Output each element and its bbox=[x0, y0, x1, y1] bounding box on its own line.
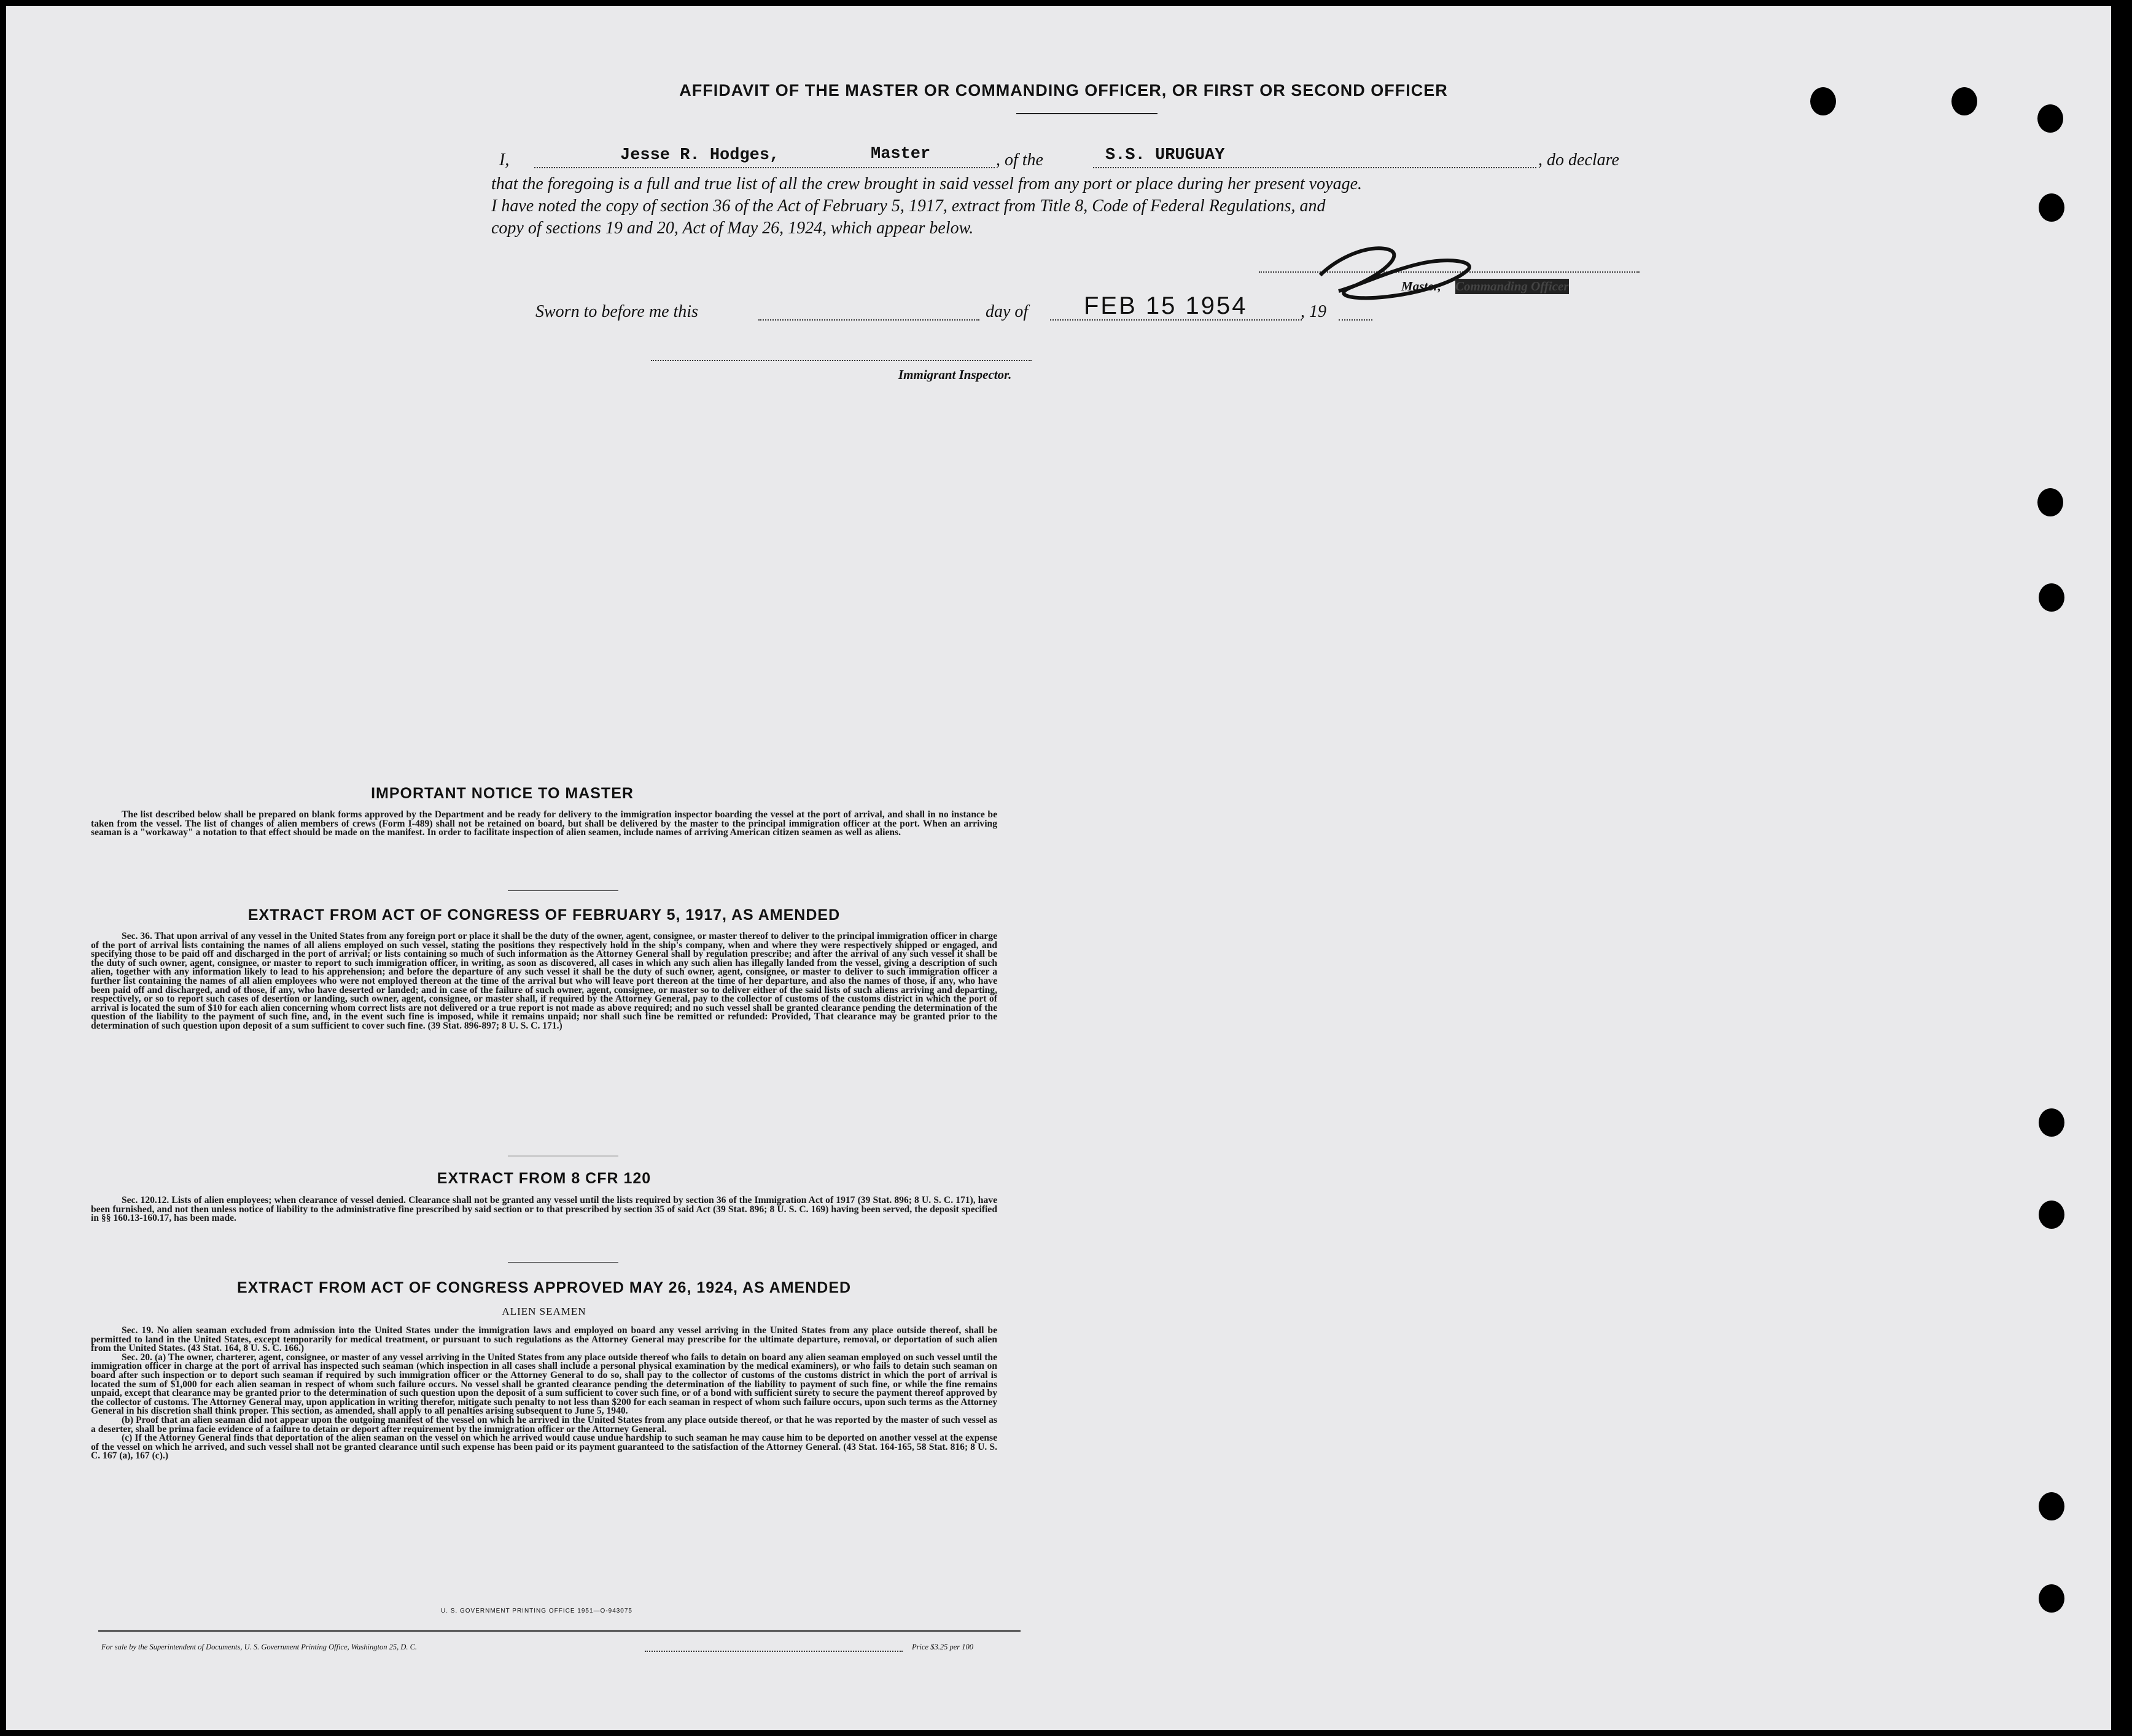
extract-1924-title: EXTRACT FROM ACT OF CONGRESS APPROVED MAY 26, 1924, AS AMENDED bbox=[236, 1279, 852, 1296]
inspector-label: Immigrant Inspector. bbox=[898, 367, 1012, 382]
extract-1917-title: EXTRACT FROM ACT OF CONGRESS OF FEBRUARY 5, 1917, AS AMENDED bbox=[247, 906, 841, 924]
of-the-label: , of the bbox=[996, 150, 1043, 169]
signature-title: Master, bbox=[1401, 279, 1441, 294]
punch-hole bbox=[1951, 87, 1977, 115]
section-19-paragraph: Sec. 19. No alien seaman excluded from admission into the United States under the immigration laws and employed on board any vessel arriving in the United States from any place outside thereof, shall be permitted to land in the United States, except temporarily for medical treatment, or pursuant to such regulations as the Attorney General may prescribe for the ultimate departure, removal, or deportation of such alien from the United States. (43 Stat. 164, 8 U. S. C. 166.) bbox=[91, 1325, 997, 1354]
do-declare-label: , do declare bbox=[1538, 150, 1619, 169]
affidavit-title: AFFIDAVIT OF THE MASTER OR COMMANDING OFFICER, OR FIRST OR SECOND OFFICER bbox=[679, 81, 1448, 99]
declaration-line-4: copy of sections 19 and 20, Act of May 26, 1924, which appear below. bbox=[491, 219, 974, 238]
declaration-i: I, bbox=[499, 150, 510, 169]
sworn-day-blank bbox=[758, 319, 979, 321]
date-stamp: FEB 15 1954 bbox=[1084, 292, 1248, 319]
name-blank bbox=[534, 167, 995, 168]
declaration-line-2: that the foregoing is a full and true list of all the crew brought in said vessel from any port or place during her present voyage. bbox=[491, 174, 1363, 193]
vessel-name: S.S. URUGUAY bbox=[1105, 146, 1225, 165]
master-rank: Master bbox=[871, 145, 931, 163]
footer-sale-note: For sale by the Superintendent of Documents, U. S. Government Printing Office, Washington 25, D. C. bbox=[101, 1643, 418, 1651]
notice-text bbox=[91, 811, 997, 838]
year-blank bbox=[1339, 319, 1372, 321]
struck-title: Commanding Officer bbox=[1455, 279, 1569, 294]
section-36-paragraph: Sec. 36. That upon arrival of any vessel in the United States from any foreign port or place it shall be the duty of the owner, agent, consignee, or master thereof to deliver to the principal immigration officer in charge of the port of arrival lists containing the names of all aliens employed on such vessel, stating the positions they respectively hold in the ship's company, when and where they were respectively shipped or engaged, and specifying those to be paid off and discharged in the port of arrival; or lists containing so much of such information as the Attorney General shall by regulation prescribe; and after the arrival of any such vessel it shall be the duty of such owner, agent, consignee, or master to report to such immigration officer, in writing, as soon as discovered, all cases in which any such alien has illegally landed from the vessel, giving a description of such alien, together with any information likely to lead to his apprehension; and before the departure of any such vessel it shall be the duty of such owner, agent, consignee, or master to deliver to such immigration officer a further list containing the names of all alien employees who were not employed thereon at the time of the arrival but who will leave port thereon at the time of her departure, and also the names of those, if any, who have been paid off and discharged, and of those, if any, who have deserted or landed; and in case of the failure of such owner, agent, consignee, or master so to deliver either of the said lists of such aliens arriving and departing, respectively, or so to report such cases of desertion or landing, such owner, agent, consignee, or master shall, if required by the Attorney General, pay to the collector of customs of the customs district in which the port of arrival is located the sum of $10 for each alien concerning whom correct lists are not delivered or a true report is not made as above required; and no such vessel shall be granted clearance pending the determination of the question of the liability to the payment of such fine, and, in the event such fine is imposed, while it remains unpaid; nor shall such fine be remitted or refunded: Provided, That clearance may be granted prior to the determination of such question upon deposit of a sum sufficient to cover such fine. (39 Stat. 896-897; 8 U. S. C. 171.) bbox=[91, 931, 997, 1031]
footer-price: Price $3.25 per 100 bbox=[912, 1643, 973, 1651]
section-20b-paragraph: (b) Proof that an alien seaman did not appear upon the outgoing manifest of the vessel on which he arrived in the United States from any place outside thereof, or that he was reported by the master of such vessel as a deserter, shall be prima facie evidence of a failure to detain or deport after requirement by the immigration officer or the Attorney General. bbox=[91, 1414, 997, 1434]
punch-hole bbox=[2037, 104, 2063, 133]
punch-hole bbox=[2039, 583, 2064, 612]
punch-hole bbox=[2037, 488, 2063, 516]
printer-imprint: U. S. GOVERNMENT PRINTING OFFICE 1951—O-943075 bbox=[441, 1608, 632, 1614]
year-prefix: , 19 bbox=[1301, 302, 1326, 321]
inspector-line bbox=[651, 360, 1032, 361]
affidavit-page bbox=[6, 6, 2111, 1730]
signature-mark bbox=[1314, 238, 1474, 306]
section-120-paragraph: Sec. 120.12. Lists of alien employees; when clearance of vessel denied. Clearance shall not be granted any vessel until the lists required by section 36 of the Immigration Act of 1917 (39 Stat. 896; 8 U. S. C. 171), have been furnished, and not then unless notice of liability to the administrative fine prescribed by said section or to that prescribed by section 35 of said Act (39 Stat. 896; 8 U. S. C. 169) having been served, the deposit specified in §§ 160.13-160.17, has been made. bbox=[91, 1195, 997, 1224]
section-20a-paragraph: Sec. 20. (a) The owner, charterer, agent, consignee, or master of any vessel arriving in the United States from any place outside thereof who fails to detain on board any alien seaman employed on such vessel until the immigration officer in charge at the port of arrival has inspected such seaman (which inspection in all cases shall include a personal physical examination by the medical examiners), or who fails to detain such seaman on board after such inspection or to deport such seaman if required by such immigration officer or the Attorney General to do so, shall pay to the collector of customs of the customs district in which the port of arrival is located the sum of $1,000 for each alien seaman in respect of whom such failure occurs. No vessel shall be granted clearance pending the determination of the liability to payment of such fine, or while the fine remains unpaid, except that clearance may be granted prior to the determination of such question upon the deposit of a sum sufficient to cover such fine, or of a bond with sufficient surety to secure the payment thereof approved by the collector of customs. The Attorney General may, upon application in writing therefor, mitigate such penalty to not less than $200 for each seaman in respect of whom such failure occurs, upon such terms as the Attorney General in his discretion shall think proper. This section, as amended, shall apply to all penalties arising subsequent to June 5, 1940. bbox=[91, 1352, 997, 1417]
punch-hole bbox=[2039, 1492, 2064, 1520]
extract-1924-text bbox=[91, 1326, 997, 1461]
declaration-line-3: I have noted the copy of section 36 of the Act of February 5, 1917, extract from Title 8, Code of Federal Regulations, and bbox=[491, 197, 1326, 216]
alien-seamen-subtitle: ALIEN SEAMEN bbox=[502, 1306, 586, 1317]
master-name: Jesse R. Hodges, bbox=[620, 146, 780, 165]
section-rule bbox=[508, 1262, 618, 1263]
extract-cfr-text bbox=[91, 1196, 997, 1223]
punch-hole bbox=[2039, 193, 2064, 222]
extract-1917-text bbox=[91, 932, 997, 1031]
title-rule bbox=[1016, 113, 1157, 114]
notice-paragraph: The list described below shall be prepared on blank forms approved by the Department and be ready for delivery to the immigration inspector boarding the vessel at the port of arrival, and shall in no instance be taken from the vessel. The list of changes of alien members of crews (Form I-489) shall not be retained on board, but shall be delivered by the master to the principal immigration officer at the port. When an arriving seaman is a "workaway" a notation to that effect should be made on the manifest. In order to facilitate inspection of alien seamen, include names of arriving American citizen seamen as well as aliens. bbox=[91, 809, 997, 838]
day-of-label: day of bbox=[986, 302, 1029, 321]
sworn-label: Sworn to before me this bbox=[535, 302, 698, 321]
punch-hole bbox=[2039, 1584, 2064, 1613]
footer-rule bbox=[98, 1630, 1021, 1632]
footer-dots bbox=[645, 1651, 903, 1652]
punch-hole bbox=[2039, 1201, 2064, 1229]
section-rule bbox=[508, 890, 618, 891]
vessel-blank bbox=[1093, 167, 1536, 168]
punch-hole bbox=[1810, 87, 1836, 115]
notice-title: IMPORTANT NOTICE TO MASTER bbox=[371, 785, 634, 802]
extract-cfr-title: EXTRACT FROM 8 CFR 120 bbox=[437, 1170, 652, 1187]
section-20c-paragraph: (c) If the Attorney General finds that deportation of the alien seaman on the vessel on which he arrived would cause undue hardship to such seaman he may cause him to be deported on another vessel at the expense of the vessel on which he arrived, and such vessel shall not be granted clearance until such expense has been paid or its payment guaranteed to the satisfaction of the Attorney General. (43 Stat. 164-165, 58 Stat. 816; 8 U. S. C. 167 (a), 167 (c).) bbox=[91, 1433, 997, 1462]
punch-hole bbox=[2039, 1108, 2064, 1137]
